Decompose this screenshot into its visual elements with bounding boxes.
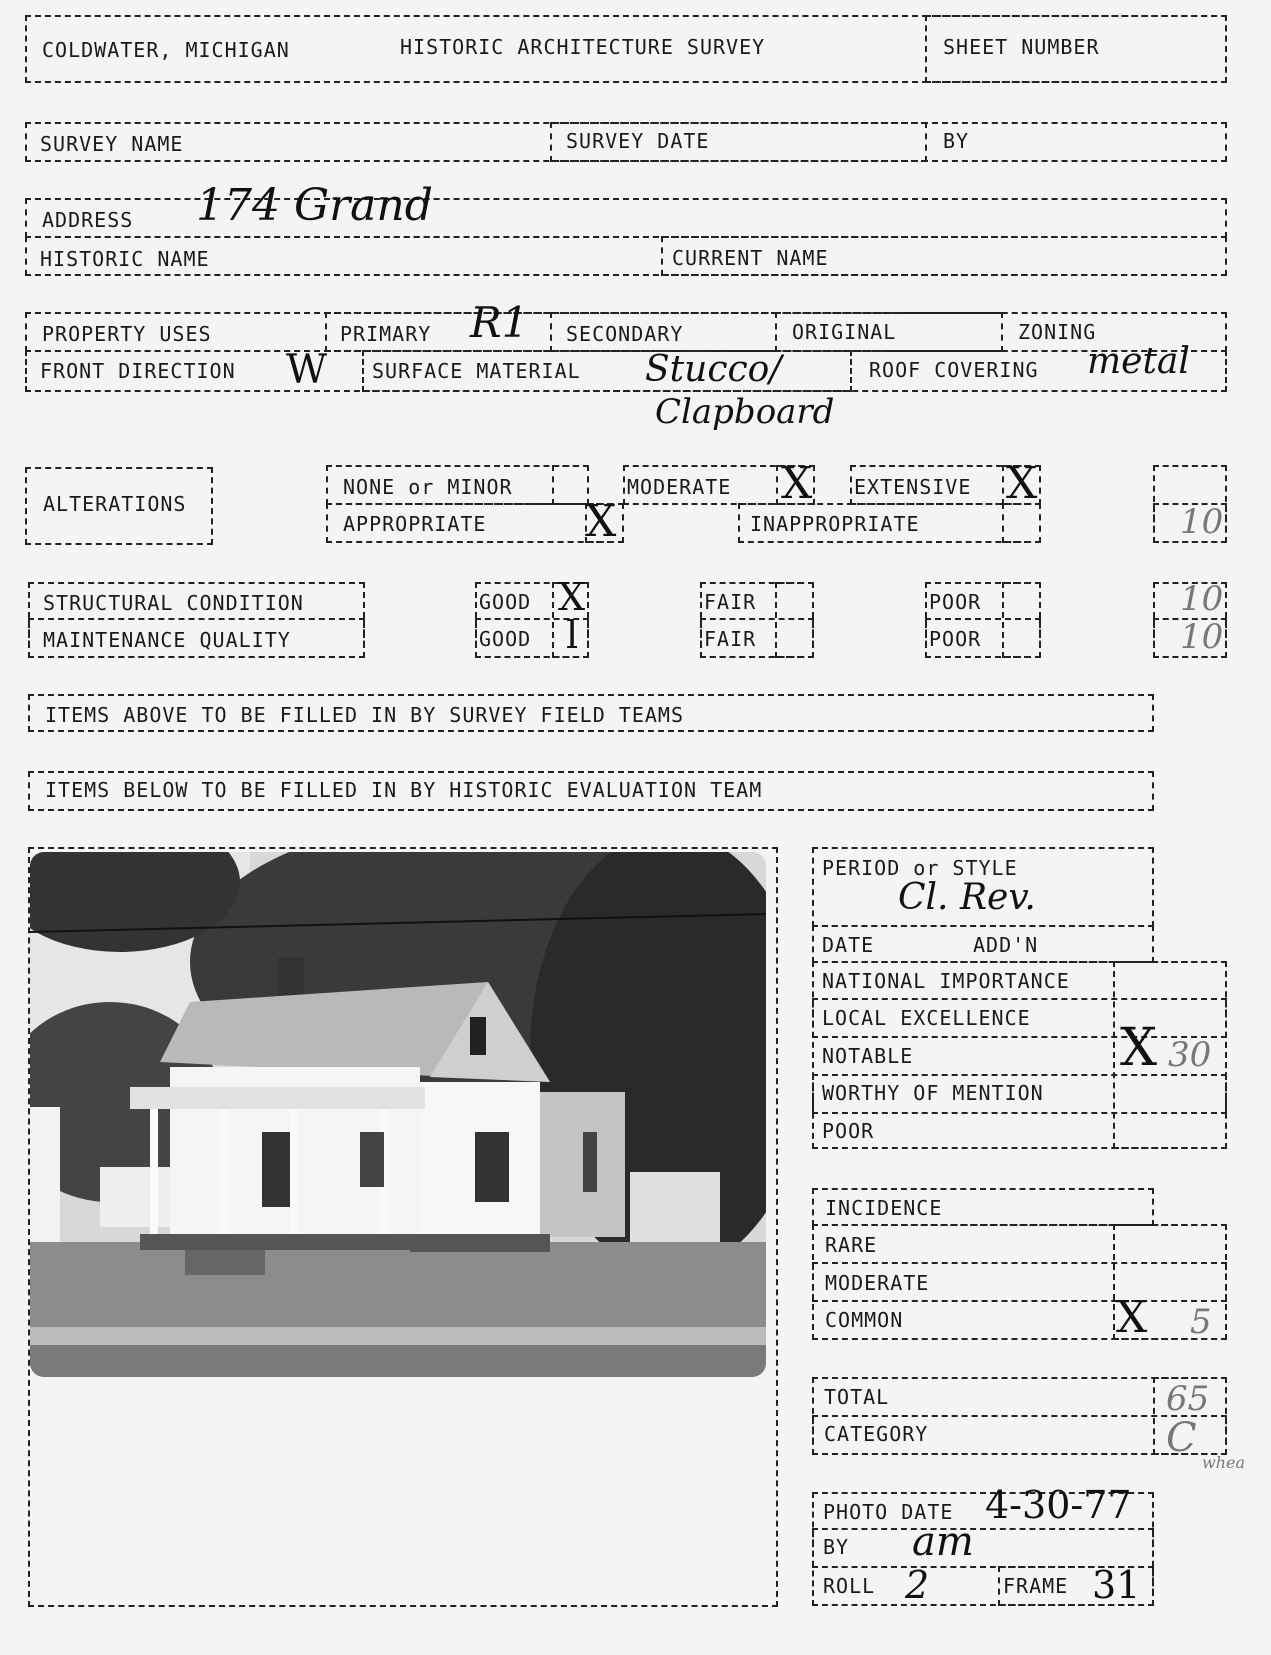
notable-mark: X	[1120, 1018, 1158, 1078]
address-value: 174 Grand	[196, 180, 433, 231]
photo-date-value: 4-30-77	[985, 1483, 1132, 1527]
common-score: 5	[1190, 1302, 1212, 1342]
none-minor-label: NONE or MINOR	[343, 475, 513, 499]
notable-score: 30	[1168, 1035, 1212, 1075]
survey-by-label: BY	[943, 129, 970, 153]
common-mark: X	[1116, 1292, 1148, 1343]
appropriate-label: APPROPRIATE	[343, 512, 487, 536]
surface-material-value: Stucco/	[645, 349, 782, 390]
good-label-structural: GOOD	[479, 590, 532, 614]
period-value: Cl. Rev.	[898, 877, 1036, 918]
good-label-maintenance: GOOD	[479, 627, 532, 651]
alterations-score: 10	[1180, 502, 1224, 542]
poor-label-maintenance: POOR	[929, 627, 982, 651]
maintenance-quality-label: MAINTENANCE QUALITY	[43, 628, 291, 652]
roll-value: 2	[905, 1563, 930, 1607]
common-label: COMMON	[825, 1308, 904, 1332]
none-minor-checkbox	[552, 465, 589, 505]
survey-name-label: SURVEY NAME	[40, 132, 184, 156]
items-below-note: ITEMS BELOW TO BE FILLED IN BY HISTORIC EVALUATION TEAM	[45, 778, 763, 802]
appropriate-mark: X	[585, 496, 617, 547]
rare-label: RARE	[825, 1233, 878, 1257]
category-label: CATEGORY	[824, 1422, 929, 1446]
roof-covering-value: metal	[1087, 341, 1190, 382]
city-label: COLDWATER, MICHIGAN	[42, 38, 290, 62]
historic-name-label: HISTORIC NAME	[40, 247, 210, 271]
fair-label-structural: FAIR	[704, 590, 757, 614]
total-value: 65	[1166, 1379, 1210, 1419]
roof-covering-label: ROOF COVERING	[869, 358, 1039, 382]
primary-label: PRIMARY	[340, 322, 432, 346]
primary-value: R1	[470, 298, 529, 347]
addn-label: ADD'N	[973, 933, 1039, 957]
category-value: C	[1166, 1415, 1197, 1461]
structural-good-mark: X	[558, 575, 586, 619]
original-label: ORIGINAL	[792, 320, 897, 344]
photo-by-label: BY	[823, 1535, 850, 1559]
frame-value: 31	[1092, 1563, 1141, 1607]
sheet-number-label: SHEET NUMBER	[943, 35, 1100, 59]
frame-label: FRAME	[1003, 1574, 1069, 1598]
date-label: DATE	[822, 933, 875, 957]
front-direction-label: FRONT DIRECTION	[40, 359, 236, 383]
poor-label-structural: POOR	[929, 590, 982, 614]
items-above-note: ITEMS ABOVE TO BE FILLED IN BY SURVEY FIELD TEAMS	[45, 703, 685, 727]
period-label: PERIOD or STYLE	[822, 856, 1018, 880]
survey-date-label: SURVEY DATE	[566, 129, 710, 153]
extensive-label: EXTENSIVE	[854, 475, 972, 499]
fair-check-column	[775, 582, 814, 658]
extensive-mark: X	[1006, 458, 1038, 509]
incidence-label: INCIDENCE	[825, 1196, 943, 1220]
alterations-label: ALTERATIONS	[43, 492, 187, 516]
photo-by-value: am	[912, 1519, 974, 1565]
moderate-incidence-label: MODERATE	[825, 1271, 930, 1295]
moderate-mark: X	[781, 458, 813, 509]
house-photo	[30, 852, 766, 1377]
front-direction-value: W	[286, 347, 328, 393]
surface-material-value-2: Clapboard	[655, 392, 835, 432]
notable-label: NOTABLE	[822, 1044, 914, 1068]
national-label: NATIONAL IMPORTANCE	[822, 969, 1070, 993]
total-label: TOTAL	[824, 1385, 890, 1409]
poor-check-column	[1002, 582, 1041, 658]
totals-initials: whea	[1202, 1453, 1246, 1472]
current-name-label: CURRENT NAME	[672, 246, 829, 270]
maintenance-good-mark: l	[566, 613, 579, 657]
structural-condition-label: STRUCTURAL CONDITION	[43, 591, 304, 615]
inappropriate-checkbox	[1002, 503, 1041, 543]
photo-by-row	[812, 1528, 1154, 1568]
property-uses-label: PROPERTY USES	[42, 322, 212, 346]
survey-title: HISTORIC ARCHITECTURE SURVEY	[400, 35, 766, 59]
address-label: ADDRESS	[42, 208, 134, 232]
local-label: LOCAL EXCELLENCE	[822, 1006, 1031, 1030]
photo-date-label: PHOTO DATE	[823, 1500, 954, 1524]
zoning-label: ZONING	[1018, 320, 1097, 344]
surface-material-label: SURFACE MATERIAL	[372, 359, 581, 383]
moderate-label: MODERATE	[627, 475, 732, 499]
worthy-label: WORTHY OF MENTION	[822, 1081, 1044, 1105]
fair-label-maintenance: FAIR	[704, 627, 757, 651]
structural-score: 10	[1180, 579, 1224, 619]
poor-rating-label: POOR	[822, 1119, 875, 1143]
inappropriate-label: INAPPROPRIATE	[750, 512, 920, 536]
maintenance-score: 10	[1180, 617, 1224, 657]
secondary-label: SECONDARY	[566, 322, 684, 346]
roll-label: ROLL	[823, 1574, 876, 1598]
